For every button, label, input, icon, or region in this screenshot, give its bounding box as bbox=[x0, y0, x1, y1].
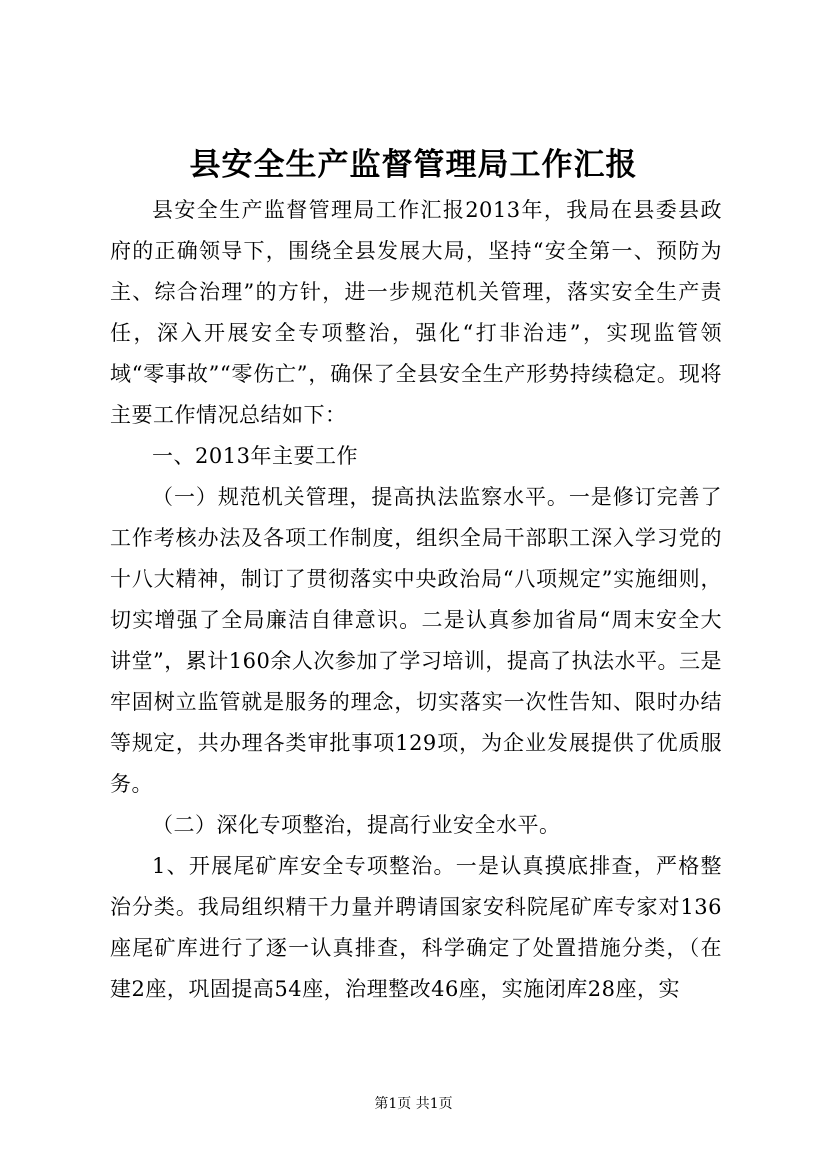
subsection-heading: （二）深化专项整治，提高行业安全水平。 bbox=[152, 813, 561, 837]
intro-paragraph: 县安全生产监督管理局工作汇报2013年，我局在县委县政府的正确领导下，围绕全县发展大局，坚持“安全第一、预防为主、综合治理”的方针，进一步规范机关管理，落实安全生产责任，深入开展安全专项整治，强化“打非治违”，实现监管领域“零事故”“零伤亡”，确保了全县安全生产形势持续稳定。现将主要工作情况总结如下： bbox=[110, 198, 722, 427]
section-heading: 一、2013年主要工作 bbox=[152, 444, 358, 468]
document-body bbox=[110, 190, 722, 1010]
document-title: 县安全生产监督管理局工作汇报 bbox=[189, 147, 638, 183]
subsection-paragraph: （一）规范机关管理，提高执法监察水平。一是修订完善了工作考核办法及各项工作制度，组织全局干部职工深入学习党的十八大精神，制订了贯彻落实中央政治局“八项规定”实施细则，切实增强了全局廉洁自律意识。二是认真参加省局“周末安全大讲堂”，累计160余人次参加了学习培训，提高了执法水平。三是牢固树立监管就是服务的理念，切实落实一次性告知、限时办结等规定，共办理各类审批事项129项，为企业发展提供了优质服务。 bbox=[110, 485, 722, 796]
item-paragraph: 1、开展尾矿库安全专项整治。一是认真摸底排查，严格整治分类。我局组织精干力量并聘请国家安科院尾矿库专家对136座尾矿库进行了逐一认真排查，科学确定了处置措施分类，（在建2座，巩固提高54座，治理整改46座，实施闭库28座，实 bbox=[110, 854, 722, 1001]
page-footer: 第1页 共1页 bbox=[374, 1096, 453, 1112]
